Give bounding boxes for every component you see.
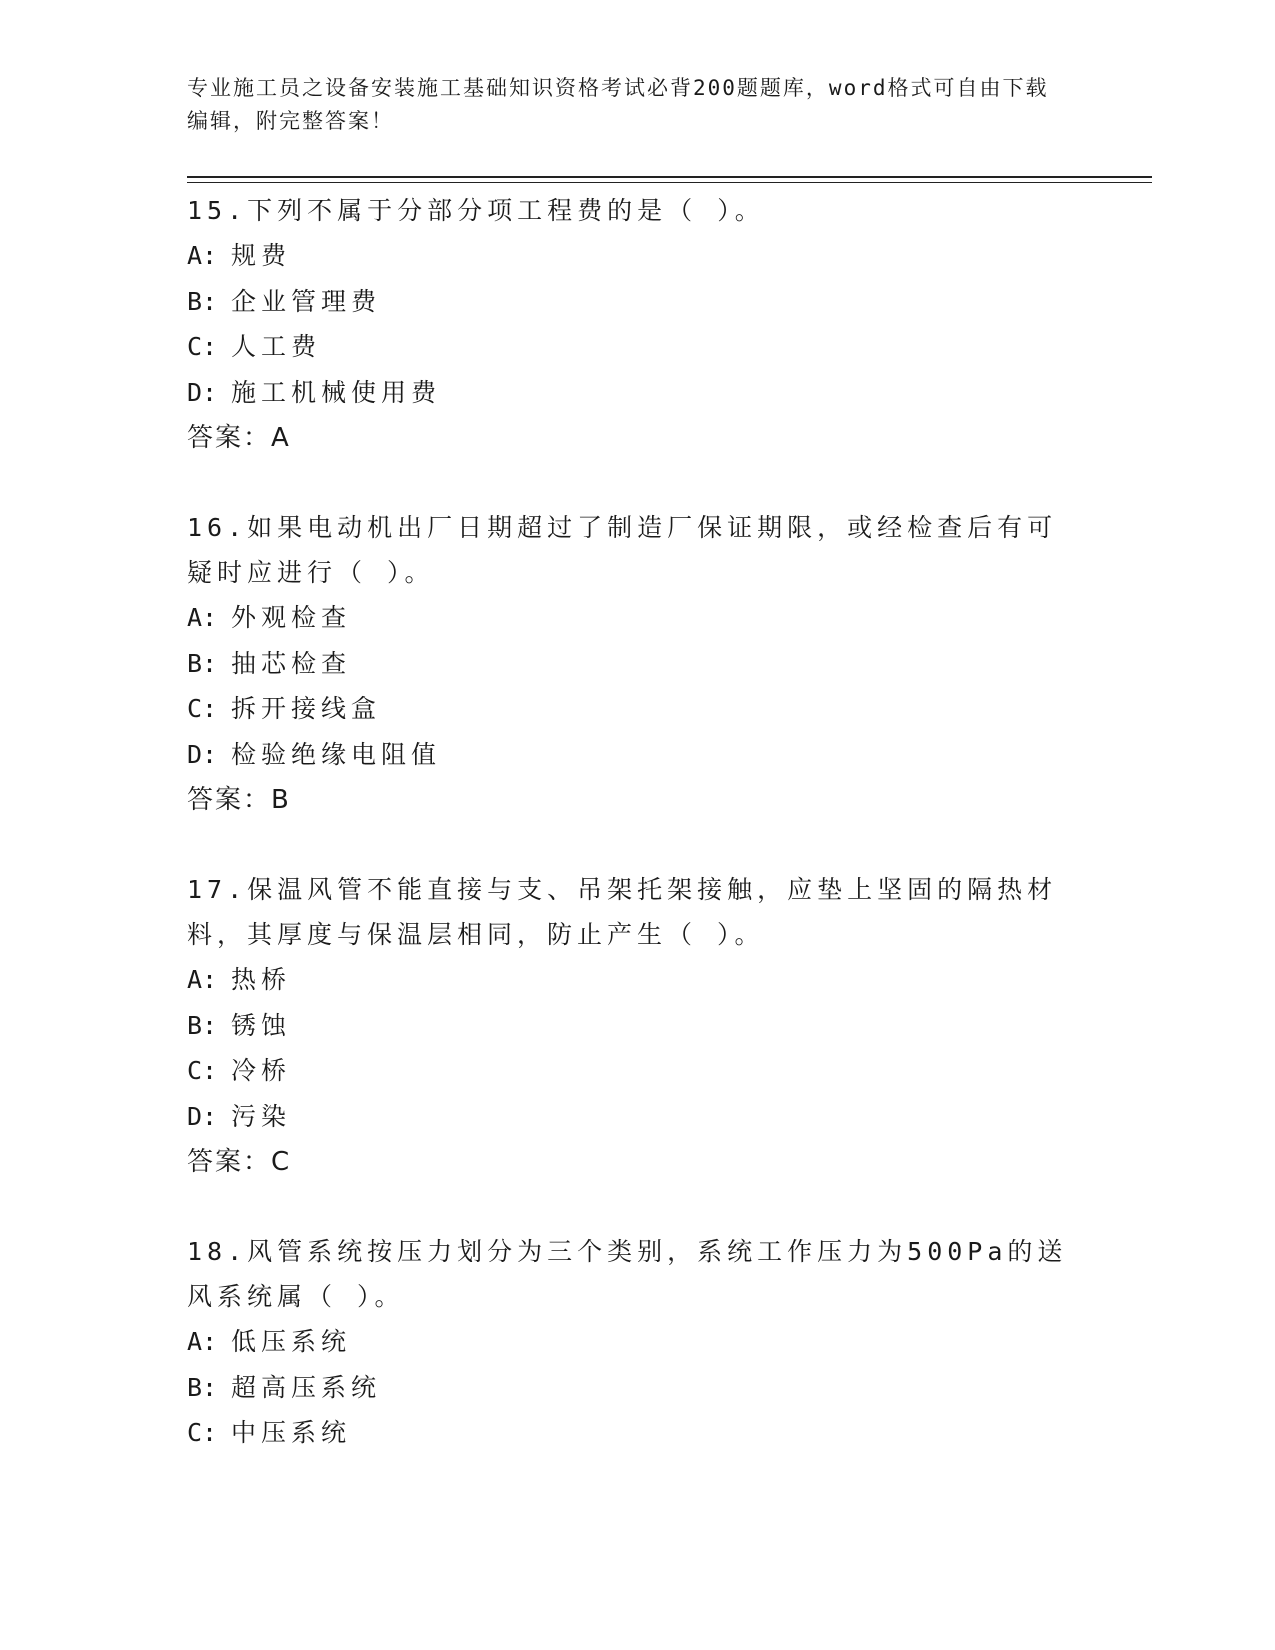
option-text: 企业管理费 [231, 286, 382, 316]
option-text: 规费 [231, 241, 292, 270]
option-text: 人工费 [231, 332, 322, 361]
option-letter: A: [187, 603, 218, 632]
option-b [187, 279, 1087, 325]
option-text: 检验绝缘电阻值 [231, 739, 442, 769]
option-text: 中压系统 [231, 1418, 352, 1447]
option-c [187, 324, 1087, 370]
option-d [187, 732, 1087, 778]
option-letter: B: [187, 1010, 218, 1040]
option-c [187, 1410, 1087, 1456]
option-letter: A: [187, 1327, 218, 1356]
option-text: 施工机械使用费 [231, 377, 442, 407]
option-text: 锈蚀 [231, 1010, 292, 1040]
option-text: 污染 [231, 1101, 292, 1131]
option-letter: B: [187, 1372, 218, 1402]
option-text: 外观检查 [231, 603, 352, 632]
option-text: 抽芯检查 [231, 648, 352, 678]
question-text: 17.保温风管不能直接与支、吊架托架接触，应垫上坚固的隔热材料，其厚度与保温层相同，防止产生（ ）。 [187, 875, 1058, 949]
option-b [187, 641, 1087, 687]
option-letter: A: [187, 241, 218, 270]
question-18 [187, 1229, 1087, 1456]
answer-line: 答案：B [187, 785, 291, 815]
option-d [187, 1094, 1087, 1140]
option-a [187, 1319, 1087, 1365]
answer-line: 答案：C [187, 1147, 292, 1177]
option-letter: B: [187, 286, 218, 316]
option-letter: D: [187, 739, 218, 769]
header-rule-thick [187, 176, 1152, 178]
option-c [187, 686, 1087, 732]
option-letter: C: [187, 694, 218, 723]
option-letter: D: [187, 1101, 218, 1131]
option-text: 低压系统 [231, 1327, 352, 1356]
option-letter: B: [187, 648, 218, 678]
option-b [187, 1003, 1087, 1049]
option-text: 超高压系统 [231, 1372, 382, 1402]
option-a [187, 957, 1087, 1003]
option-c [187, 1048, 1087, 1094]
option-text: 热桥 [231, 965, 292, 994]
option-text: 拆开接线盒 [231, 694, 382, 723]
question-text: 15.下列不属于分部分项工程费的是（ ）。 [187, 196, 765, 225]
answer-line: 答案：A [187, 423, 291, 453]
question-list [187, 188, 1087, 1500]
option-letter: C: [187, 1418, 218, 1447]
option-letter: A: [187, 965, 218, 994]
question-text: 18.风管系统按压力划分为三个类别，系统工作压力为500Pa的送风系统属（ ）。 [187, 1237, 1068, 1311]
option-letter: C: [187, 332, 218, 361]
header-rule-thin [187, 182, 1152, 183]
question-17 [187, 867, 1087, 1185]
option-letter: C: [187, 1056, 218, 1085]
option-a [187, 595, 1087, 641]
option-d [187, 370, 1087, 416]
option-letter: D: [187, 377, 218, 407]
question-text: 16.如果电动机出厂日期超过了制造厂保证期限，或经检查后有可疑时应进行（ ）。 [187, 513, 1058, 587]
option-b [187, 1365, 1087, 1411]
document-header: 专业施工员之设备安装施工基础知识资格考试必背200题题库，word格式可自由下载编辑，附完整答案！ [187, 76, 1049, 133]
option-a [187, 233, 1087, 279]
question-15 [187, 188, 1087, 461]
question-16 [187, 505, 1087, 823]
option-text: 冷桥 [231, 1056, 292, 1085]
